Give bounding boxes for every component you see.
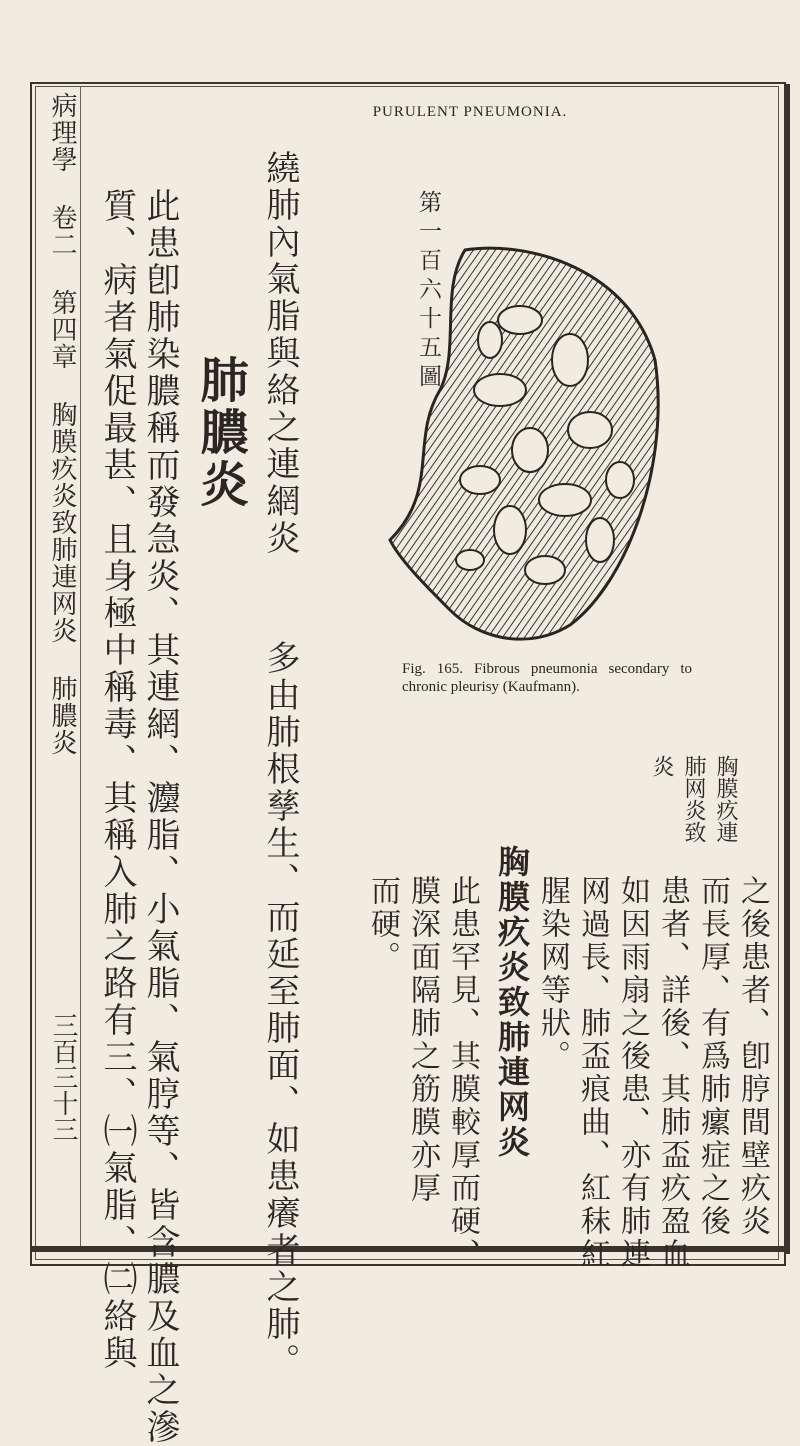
figure-title: 第一百六十五圖	[415, 190, 441, 393]
right-col-10: 而硬。	[365, 875, 400, 974]
page-number: 三百三十三	[48, 1012, 78, 1142]
section-body-line-2: 質、病者氣促最甚、且身極中稱毒、其稱入肺之路有三、㈠氣脂、㈡絡與	[97, 188, 137, 1372]
side-note-1: 胸膜疚連	[713, 755, 738, 843]
section-body-line-1: 此患卽肺染膿稱而發急炎、其連網、灋脂、小氣脂、氣脝等、皆含膿及血之滲	[140, 188, 180, 1446]
right-col-2: 而長厚、有爲肺瘰症之後	[695, 875, 730, 1238]
section-title: 肺膿炎	[192, 355, 248, 511]
right-col-3: 患者、詳後、其肺盃疚盈血	[655, 875, 690, 1271]
right-col-9: 膜深面隔肺之筋膜亦厚	[405, 875, 440, 1205]
running-head: 病理學 卷二 第四章 胸膜疚炎致肺連网炎 肺膿炎	[47, 92, 77, 756]
figure-illustration	[370, 240, 670, 650]
right-rule	[786, 84, 790, 1254]
page-header: PURULENT PNEUMONIA.	[372, 104, 568, 120]
right-subheading: 胸膜疚炎致肺連网炎	[493, 845, 531, 1160]
right-col-6: 腥染网等狀。	[535, 875, 570, 1073]
main-column-2: 多由肺根孳生、而延至肺面、如患癢者之肺。	[260, 640, 300, 1380]
figure-caption: Fig. 165. Fibrous pneumonia secondary to chronic pleurisy (Kaufmann).	[402, 661, 692, 695]
side-note-2: 肺网炎致	[681, 755, 706, 843]
right-col-1: 之後患者、卽脝間壁疚炎	[735, 875, 770, 1238]
main-column-1: 繞肺內氣脂與絡之連網炎	[260, 150, 300, 557]
side-note-3: 炎	[649, 755, 674, 777]
right-col-4: 如因雨扇之後患、亦有肺連	[615, 875, 650, 1271]
right-col-5: 网過長、肺盃痕曲、紅秣紅	[575, 875, 610, 1271]
right-col-8: 此患罕見、其膜較厚而硬、	[445, 875, 480, 1271]
